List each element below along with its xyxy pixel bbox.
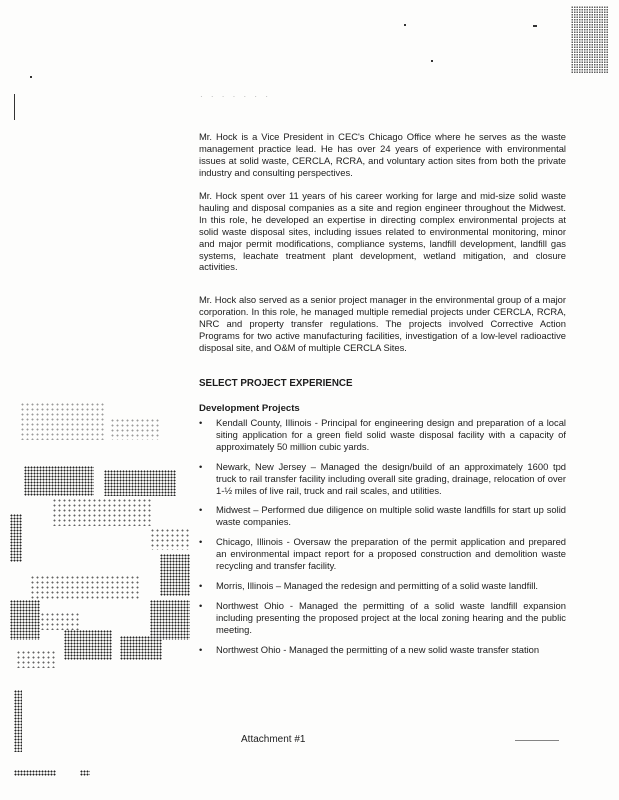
bio-paragraph-3: Mr. Hock also served as a senior project manager in the environmental group of a major corporation. In this role, he managed multiple remedial projects under CERCLA, RCRA, NRC and property transfer regulations. The projects involved Corrective Action Programs for two active manufacturing facilities, investigation of a low-level radioactive disposal site, and O&M of multiple CERCLA Sites.: [199, 294, 566, 353]
scan-artifact-halftone: [16, 650, 56, 668]
bullet-icon: •: [199, 417, 203, 428]
bullet-icon: •: [199, 536, 203, 548]
section-title: SELECT PROJECT EXPERIENCE: [199, 378, 353, 389]
project-item: [199, 580, 566, 592]
bullet-icon: •: [199, 643, 203, 655]
project-item: [199, 417, 566, 453]
scan-artifact-speck: [14, 94, 15, 120]
scan-artifact-halftone: [14, 690, 22, 752]
scan-artifact-speck: [533, 25, 537, 27]
scan-artifact-halftone: [52, 498, 152, 526]
project-item: [199, 504, 566, 528]
project-text: Chicago, Illinois - Oversaw the preparation of the permit application and prepared an environmental impact report for a proposed construction and demolition waste recycling and transfer facility.: [216, 536, 566, 572]
project-text: Kendall County, Illinois - Principal for engineering design and preparation of a local siting application for a green field solid waste disposal facility with a capacity of approximately 50 million cubic yards.: [216, 417, 566, 452]
project-item: [199, 536, 566, 572]
project-text: Newark, New Jersey – Managed the design/build of an approximately 1600 tpd truck to rail transfer facility including overall site grading, drainage, relocation of over 1-½ miles of live rail, truck and rail scales, and utilities.: [216, 460, 566, 496]
scan-artifact-halftone: [14, 770, 56, 776]
project-text: Morris, Illinois – Managed the redesign and permitting of a solid waste landfill.: [216, 579, 539, 591]
scan-artifact-halftone: [10, 514, 22, 562]
scan-artifact-halftone: [104, 470, 176, 496]
scan-artifact-halftone: [110, 418, 160, 440]
scan-artifact-halftone: [30, 575, 140, 599]
scan-artifact-speck: [515, 740, 559, 741]
bio-paragraph-2: Mr. Hock spent over 11 years of his career working for large and mid-size solid waste hauling and disposal companies as a site and region engineer throughout the Midwest. In this role, he developed an expertise in directing complex environmental projects at solid waste disposal sites, including issues related to environmental monitoring, minor and major permit modifications, compliance systems, landfill development, landfill gas systems, leachate treatment plant development, wetland mitigation, and closure activities.: [199, 190, 566, 273]
project-list: [199, 417, 566, 664]
scan-artifact-speck: [404, 24, 406, 26]
project-item: [199, 461, 566, 497]
faint-scan-heading: · · · · · · ·: [200, 92, 271, 101]
scan-artifact-corner: [571, 6, 608, 74]
project-item: [199, 600, 566, 636]
bullet-icon: •: [199, 504, 203, 516]
scan-artifact-halftone: [160, 554, 190, 596]
project-item: [199, 644, 566, 656]
scan-artifact-halftone: [24, 466, 94, 496]
scan-artifact-halftone: [80, 770, 90, 776]
scan-artifact-halftone: [150, 528, 190, 550]
scan-artifact-halftone: [10, 600, 40, 640]
subsection-title: Development Projects: [199, 403, 300, 414]
project-text: Northwest Ohio - Managed the permitting of a solid waste landfill expansion including presenting the proposed project at the local zoning hearing and the public meeting.: [216, 599, 566, 635]
scan-artifact-halftone: [20, 402, 105, 440]
bullet-icon: •: [199, 460, 203, 472]
bio-paragraph-1: Mr. Hock is a Vice President in CEC's Chicago Office where he serves as the waste management practice lead. He has over 24 years of experience with environmental issues at solid waste, CERCLA, RCRA, and voluntary action sites from both the private industry and consulting perspectives.: [199, 131, 566, 178]
scan-artifact-halftone: [120, 636, 162, 660]
bullet-icon: •: [199, 599, 203, 611]
scan-artifact-speck: [30, 76, 32, 78]
scan-artifact-halftone: [64, 630, 112, 660]
scan-artifact-halftone: [150, 600, 190, 640]
project-text: Midwest – Performed due diligence on multiple solid waste landfills for start up solid waste companies.: [216, 504, 566, 528]
scan-artifact-speck: [431, 60, 433, 62]
project-text: Northwest Ohio - Managed the permitting of a new solid waste transfer station: [216, 643, 540, 655]
bullet-icon: •: [199, 579, 203, 591]
page-footer: Attachment #1: [241, 734, 306, 745]
scan-artifact-halftone: [40, 612, 80, 630]
